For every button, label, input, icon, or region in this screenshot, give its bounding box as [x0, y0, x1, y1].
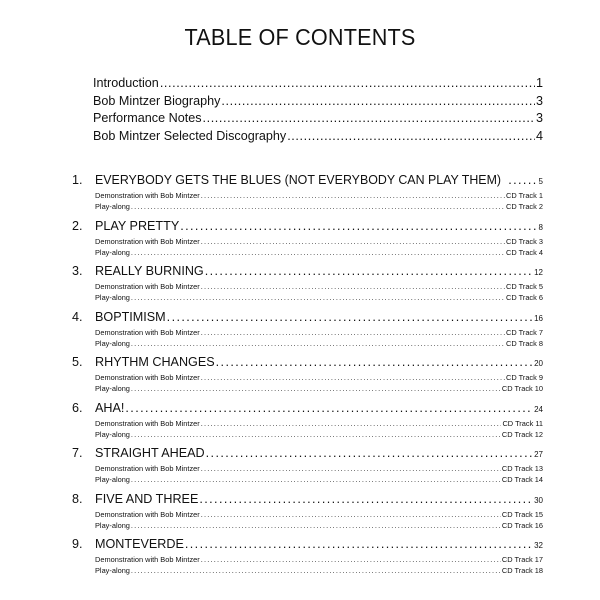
track-row — [95, 464, 543, 475]
track-label: Play-along — [95, 293, 130, 302]
song-title: AHA! — [95, 400, 125, 415]
cd-track: CD Track 8 — [506, 338, 543, 348]
song-entry — [72, 310, 543, 356]
song-entry — [72, 264, 543, 310]
song-number: 4. — [72, 309, 83, 324]
cd-track: CD Track 5 — [506, 282, 543, 291]
front-matter-list — [93, 76, 543, 146]
song-entry — [72, 401, 543, 447]
cd-track: CD Track 1 — [506, 191, 543, 200]
dot-leader — [201, 555, 501, 564]
cd-track: CD Track 18 — [501, 566, 543, 575]
track-row — [95, 202, 543, 213]
page-title: TABLE OF CONTENTS — [184, 24, 416, 50]
song-page: 32 — [534, 541, 543, 550]
song-number: 1. — [72, 173, 83, 187]
track-label: Play-along — [95, 429, 130, 439]
track-row — [95, 328, 543, 339]
dot-leader — [131, 248, 505, 257]
track-row — [95, 566, 543, 577]
front-matter-entry — [93, 94, 543, 112]
front-matter-entry — [93, 111, 543, 129]
track-row — [95, 191, 543, 202]
song-heading — [72, 264, 543, 282]
front-matter-entry — [93, 76, 543, 94]
song-page: 8 — [538, 222, 543, 232]
song-number: 2. — [72, 218, 83, 233]
dot-leader — [221, 94, 535, 108]
track-label: Demonstration with Bob Mintzer — [95, 418, 200, 428]
song-heading — [72, 537, 543, 555]
song-list — [72, 173, 543, 583]
entry-page: 1 — [535, 76, 543, 90]
entry-page: 3 — [535, 93, 543, 108]
dot-leader — [201, 328, 505, 337]
entry-label: Performance Notes — [93, 111, 202, 125]
track-label: Demonstration with Bob Mintzer — [95, 373, 200, 382]
song-title: STRAIGHT AHEAD — [95, 446, 205, 460]
dot-leader — [131, 339, 505, 348]
track-row — [95, 555, 543, 566]
track-row — [95, 373, 543, 384]
track-label: Play-along — [95, 384, 130, 393]
song-heading — [72, 492, 543, 510]
track-row — [95, 339, 543, 350]
song-entry — [72, 355, 543, 401]
entry-page: 4 — [535, 128, 543, 143]
song-page: 20 — [534, 359, 543, 368]
song-number: 5. — [72, 355, 83, 369]
song-number: 9. — [72, 537, 83, 551]
dot-leader — [205, 264, 533, 278]
song-page: 27 — [534, 450, 543, 459]
track-label: Play-along — [95, 566, 130, 575]
song-entry — [72, 537, 543, 583]
track-label: Demonstration with Bob Mintzer — [95, 236, 200, 246]
cd-track: CD Track 7 — [506, 327, 543, 337]
track-row — [95, 475, 543, 486]
song-heading — [72, 401, 543, 419]
cd-track: CD Track 3 — [506, 236, 543, 246]
song-title: BOPTIMISM — [95, 309, 166, 324]
entry-page: 3 — [535, 111, 543, 125]
track-row — [95, 282, 543, 293]
song-heading — [72, 310, 543, 328]
dot-leader — [131, 202, 505, 211]
song-entry — [72, 173, 543, 219]
track-label: Play-along — [95, 247, 130, 257]
track-row — [95, 510, 543, 521]
song-number: 8. — [72, 491, 83, 506]
song-number: 3. — [72, 264, 83, 278]
dot-leader — [201, 237, 505, 246]
song-page: 24 — [534, 404, 543, 414]
dot-leader — [131, 293, 505, 302]
dot-leader — [201, 464, 501, 473]
song-title: REALLY BURNING — [95, 264, 204, 278]
cd-track: CD Track 16 — [501, 520, 543, 530]
cd-track: CD Track 2 — [506, 202, 543, 211]
dot-leader — [201, 373, 505, 382]
song-page: 5 — [538, 177, 543, 186]
cd-track: CD Track 12 — [501, 429, 543, 439]
dot-leader — [160, 76, 535, 90]
cd-track: CD Track 10 — [501, 384, 543, 393]
cd-track: CD Track 15 — [501, 509, 543, 519]
track-row — [95, 237, 543, 248]
entry-label: Bob Mintzer Biography — [93, 93, 221, 108]
track-label: Demonstration with Bob Mintzer — [95, 509, 200, 519]
dot-leader — [508, 173, 537, 187]
dot-leader — [185, 537, 533, 551]
cd-track: CD Track 11 — [502, 418, 543, 428]
song-title: MONTEVERDE — [95, 537, 184, 551]
song-heading — [72, 355, 543, 373]
track-row — [95, 419, 543, 430]
entry-label: Introduction — [93, 76, 159, 90]
cd-track: CD Track 9 — [506, 373, 543, 382]
song-number: 6. — [72, 400, 83, 415]
track-label: Play-along — [95, 202, 130, 211]
song-page: 30 — [534, 495, 543, 505]
dot-leader — [131, 430, 501, 439]
song-entry — [72, 492, 543, 538]
dot-leader — [125, 401, 533, 415]
dot-leader — [201, 510, 501, 519]
track-row — [95, 384, 543, 395]
dot-leader — [131, 521, 501, 530]
cd-track: CD Track 6 — [506, 293, 543, 302]
track-row — [95, 293, 543, 304]
track-label: Play-along — [95, 520, 130, 530]
song-title: PLAY PRETTY — [95, 218, 180, 233]
track-label: Demonstration with Bob Mintzer — [95, 282, 200, 291]
song-title: FIVE AND THREE — [95, 491, 199, 506]
song-entry — [72, 219, 543, 265]
dot-leader — [199, 492, 533, 506]
track-label: Play-along — [95, 475, 130, 484]
track-label: Demonstration with Bob Mintzer — [95, 327, 200, 337]
dot-leader — [287, 129, 535, 143]
track-label: Demonstration with Bob Mintzer — [95, 555, 200, 564]
dot-leader — [201, 282, 505, 291]
dot-leader — [201, 419, 502, 428]
dot-leader — [216, 355, 533, 369]
track-label: Play-along — [95, 338, 130, 348]
song-page: 12 — [534, 268, 543, 277]
cd-track: CD Track 13 — [501, 464, 543, 473]
track-label: Demonstration with Bob Mintzer — [95, 464, 200, 473]
track-row — [95, 521, 543, 532]
cd-track: CD Track 4 — [506, 247, 543, 257]
dot-leader — [167, 310, 533, 324]
song-title: RHYTHM CHANGES — [95, 355, 215, 369]
song-page: 16 — [534, 313, 543, 323]
track-label: Demonstration with Bob Mintzer — [95, 191, 200, 200]
dot-leader — [131, 566, 501, 575]
dot-leader — [201, 191, 505, 200]
song-heading — [72, 219, 543, 237]
track-row — [95, 248, 543, 259]
dot-leader — [131, 475, 501, 484]
song-title: EVERYBODY GETS THE BLUES (NOT EVERYBODY CAN PLAY THEM) — [95, 173, 502, 187]
song-number: 7. — [72, 446, 83, 460]
dot-leader — [131, 384, 501, 393]
dot-leader — [206, 446, 533, 460]
dot-leader — [180, 219, 537, 233]
entry-label: Bob Mintzer Selected Discography — [93, 128, 287, 143]
cd-track: CD Track 14 — [501, 475, 543, 484]
cd-track: CD Track 17 — [501, 555, 543, 564]
song-entry — [72, 446, 543, 492]
track-row — [95, 430, 543, 441]
dot-leader — [203, 111, 535, 125]
song-heading — [72, 446, 543, 464]
front-matter-entry — [93, 129, 543, 147]
song-heading — [72, 173, 543, 191]
